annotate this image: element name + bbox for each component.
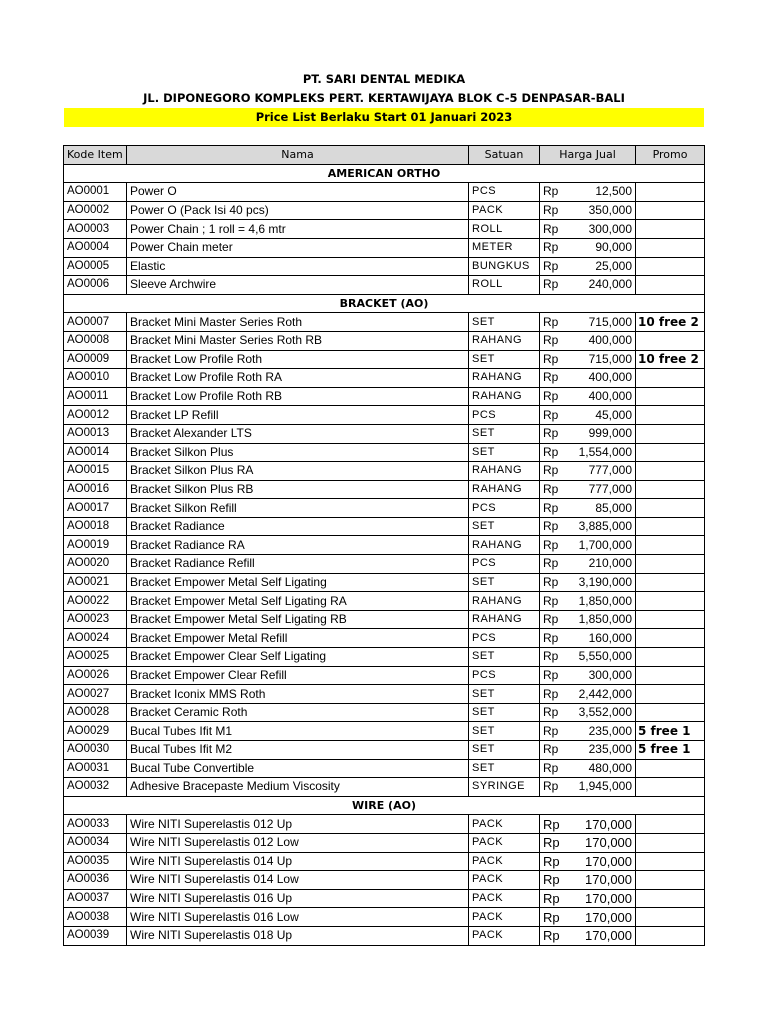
table-row — [64, 722, 705, 741]
item-code: AO0004 — [64, 238, 127, 257]
item-price: 300,000 — [568, 220, 636, 239]
currency-label: Rp — [540, 369, 568, 388]
item-promo — [636, 926, 705, 945]
item-code: AO0035 — [64, 852, 127, 871]
item-price: 170,000 — [568, 908, 636, 927]
item-name: Bracket Empower Clear Self Ligating — [127, 648, 469, 667]
item-unit: SET — [469, 703, 540, 722]
item-unit: RAHANG — [469, 480, 540, 499]
table-row — [64, 666, 705, 685]
table-row — [64, 369, 705, 388]
item-price: 999,000 — [568, 424, 636, 443]
item-code: AO0005 — [64, 257, 127, 276]
table-row — [64, 889, 705, 908]
item-name: Bracket Empower Clear Refill — [127, 666, 469, 685]
item-unit: SET — [469, 741, 540, 760]
company-name: PT. SARI DENTAL MEDIKA — [302, 72, 466, 86]
item-price: 90,000 — [568, 238, 636, 257]
table-row — [64, 443, 705, 462]
item-code: AO0022 — [64, 592, 127, 611]
item-code: AO0014 — [64, 443, 127, 462]
table-row — [64, 908, 705, 927]
currency-label: Rp — [540, 443, 568, 462]
item-name: Wire NITI Superelastis 012 Low — [127, 833, 469, 852]
item-name: Bucal Tubes Ifit M1 — [127, 722, 469, 741]
item-unit: RAHANG — [469, 387, 540, 406]
currency-label: Rp — [540, 703, 568, 722]
price-table — [63, 145, 705, 946]
table-row — [64, 871, 705, 890]
item-name: Bucal Tube Convertible — [127, 759, 469, 778]
currency-label: Rp — [540, 685, 568, 704]
item-promo — [636, 778, 705, 797]
item-unit: ROLL — [469, 220, 540, 239]
item-unit: SET — [469, 722, 540, 741]
item-promo — [636, 406, 705, 425]
currency-label: Rp — [540, 257, 568, 276]
item-code: AO0026 — [64, 666, 127, 685]
item-unit: RAHANG — [469, 331, 540, 350]
item-unit: PCS — [469, 499, 540, 518]
currency-label: Rp — [540, 926, 568, 945]
item-unit: PACK — [469, 815, 540, 834]
item-code: AO0027 — [64, 685, 127, 704]
item-unit: METER — [469, 238, 540, 257]
item-promo — [636, 424, 705, 443]
table-header-row — [64, 146, 705, 165]
item-code: AO0029 — [64, 722, 127, 741]
item-name: Wire NITI Superelastis 012 Up — [127, 815, 469, 834]
item-unit: PCS — [469, 629, 540, 648]
table-row — [64, 350, 705, 369]
item-name: Bracket Silkon Plus RB — [127, 480, 469, 499]
currency-label: Rp — [540, 536, 568, 555]
currency-label: Rp — [540, 610, 568, 629]
item-unit: SYRINGE — [469, 778, 540, 797]
table-row — [64, 462, 705, 481]
item-unit: SET — [469, 443, 540, 462]
item-unit: SET — [469, 517, 540, 536]
item-price: 400,000 — [568, 369, 636, 388]
table-row — [64, 238, 705, 257]
currency-label: Rp — [540, 276, 568, 295]
currency-label: Rp — [540, 406, 568, 425]
item-price: 1,700,000 — [568, 536, 636, 555]
currency-label: Rp — [540, 424, 568, 443]
currency-label: Rp — [540, 517, 568, 536]
item-name: Wire NITI Superelastis 016 Low — [127, 908, 469, 927]
item-code: AO0001 — [64, 183, 127, 202]
item-code: AO0017 — [64, 499, 127, 518]
table-row — [64, 852, 705, 871]
currency-label: Rp — [540, 331, 568, 350]
item-promo — [636, 629, 705, 648]
item-code: AO0037 — [64, 889, 127, 908]
item-code: AO0033 — [64, 815, 127, 834]
currency-label: Rp — [540, 648, 568, 667]
currency-label: Rp — [540, 183, 568, 202]
item-name: Wire NITI Superelastis 018 Up — [127, 926, 469, 945]
table-row — [64, 926, 705, 945]
section-title: AMERICAN ORTHO — [64, 164, 705, 183]
item-unit: RAHANG — [469, 610, 540, 629]
item-unit: SET — [469, 648, 540, 667]
item-unit: PACK — [469, 908, 540, 927]
item-name: Bracket Radiance — [127, 517, 469, 536]
table-row — [64, 517, 705, 536]
item-name: Bracket Empower Metal Self Ligating RA — [127, 592, 469, 611]
item-price: 400,000 — [568, 387, 636, 406]
currency-label: Rp — [540, 759, 568, 778]
item-name: Bracket Silkon Plus RA — [127, 462, 469, 481]
currency-label: Rp — [540, 462, 568, 481]
item-code: AO0012 — [64, 406, 127, 425]
item-price: 1,554,000 — [568, 443, 636, 462]
item-name: Power O — [127, 183, 469, 202]
item-code: AO0011 — [64, 387, 127, 406]
column-header-kode-item: Kode Item — [64, 146, 127, 165]
item-promo: 5 free 1 — [636, 722, 705, 741]
item-code: AO0038 — [64, 908, 127, 927]
item-code: AO0019 — [64, 536, 127, 555]
currency-label: Rp — [540, 833, 568, 852]
item-unit: SET — [469, 685, 540, 704]
item-promo — [636, 889, 705, 908]
item-name: Bracket Silkon Plus — [127, 443, 469, 462]
item-price: 160,000 — [568, 629, 636, 648]
currency-label: Rp — [540, 592, 568, 611]
item-promo — [636, 592, 705, 611]
item-unit: SET — [469, 573, 540, 592]
item-unit: RAHANG — [469, 369, 540, 388]
item-promo — [636, 871, 705, 890]
item-name: Adhesive Bracepaste Medium Viscosity — [127, 778, 469, 797]
item-name: Bracket Alexander LTS — [127, 424, 469, 443]
currency-label: Rp — [540, 555, 568, 574]
item-code: AO0032 — [64, 778, 127, 797]
item-promo — [636, 815, 705, 834]
item-unit: SET — [469, 424, 540, 443]
table-row — [64, 331, 705, 350]
table-row — [64, 220, 705, 239]
table-row — [64, 833, 705, 852]
item-promo — [636, 703, 705, 722]
item-unit: PCS — [469, 666, 540, 685]
item-name: Bracket Ceramic Roth — [127, 703, 469, 722]
currency-label: Rp — [540, 778, 568, 797]
item-promo — [636, 517, 705, 536]
item-code: AO0025 — [64, 648, 127, 667]
item-code: AO0008 — [64, 331, 127, 350]
item-promo — [636, 555, 705, 574]
currency-label: Rp — [540, 629, 568, 648]
item-name: Wire NITI Superelastis 014 Up — [127, 852, 469, 871]
item-unit: PACK — [469, 201, 540, 220]
table-row — [64, 555, 705, 574]
item-price: 777,000 — [568, 462, 636, 481]
item-name: Elastic — [127, 257, 469, 276]
item-promo — [636, 331, 705, 350]
item-unit: BUNGKUS — [469, 257, 540, 276]
item-price: 3,885,000 — [568, 517, 636, 536]
table-body — [64, 164, 705, 945]
item-code: AO0018 — [64, 517, 127, 536]
table-row — [64, 610, 705, 629]
item-promo — [636, 648, 705, 667]
item-promo — [636, 462, 705, 481]
item-promo — [636, 852, 705, 871]
item-price: 85,000 — [568, 499, 636, 518]
currency-label: Rp — [540, 238, 568, 257]
table-row — [64, 424, 705, 443]
currency-label: Rp — [540, 350, 568, 369]
currency-label: Rp — [540, 815, 568, 834]
item-code: AO0003 — [64, 220, 127, 239]
item-unit: SET — [469, 350, 540, 369]
company-address: JL. DIPONEGORO KOMPLEKS PERT. KERTAWIJAYA BLOK C-5 DENPASAR-BALI — [143, 91, 625, 105]
item-code: AO0036 — [64, 871, 127, 890]
table-row — [64, 778, 705, 797]
table-row — [64, 499, 705, 518]
item-name: Bracket Empower Metal Self Ligating RB — [127, 610, 469, 629]
item-price: 235,000 — [568, 741, 636, 760]
table-row — [64, 592, 705, 611]
item-name: Power Chain meter — [127, 238, 469, 257]
item-promo — [636, 685, 705, 704]
table-row — [64, 685, 705, 704]
item-price: 3,552,000 — [568, 703, 636, 722]
currency-label: Rp — [540, 313, 568, 332]
item-unit: PCS — [469, 183, 540, 202]
item-price: 235,000 — [568, 722, 636, 741]
item-promo — [636, 183, 705, 202]
item-promo: 5 free 1 — [636, 741, 705, 760]
item-unit: PCS — [469, 406, 540, 425]
currency-label: Rp — [540, 201, 568, 220]
item-price: 350,000 — [568, 201, 636, 220]
item-price: 777,000 — [568, 480, 636, 499]
item-price: 1,850,000 — [568, 610, 636, 629]
item-code: AO0020 — [64, 555, 127, 574]
section-title: WIRE (AO) — [64, 796, 705, 815]
currency-label: Rp — [540, 871, 568, 890]
item-promo — [636, 666, 705, 685]
item-price: 5,550,000 — [568, 648, 636, 667]
item-code: AO0013 — [64, 424, 127, 443]
table-row — [64, 648, 705, 667]
item-price: 12,500 — [568, 183, 636, 202]
item-promo — [636, 536, 705, 555]
item-promo: 10 free 2 — [636, 313, 705, 332]
currency-label: Rp — [540, 741, 568, 760]
item-price: 45,000 — [568, 406, 636, 425]
table-row — [64, 759, 705, 778]
currency-label: Rp — [540, 722, 568, 741]
table-row — [64, 183, 705, 202]
item-name: Bracket Iconix MMS Roth — [127, 685, 469, 704]
table-row — [64, 741, 705, 760]
item-unit: SET — [469, 759, 540, 778]
column-header-promo: Promo — [636, 146, 705, 165]
item-unit: PACK — [469, 852, 540, 871]
item-unit: SET — [469, 313, 540, 332]
table-row — [64, 573, 705, 592]
item-promo — [636, 759, 705, 778]
item-name: Bracket Radiance Refill — [127, 555, 469, 574]
table-row — [64, 815, 705, 834]
item-unit: PACK — [469, 833, 540, 852]
item-price: 210,000 — [568, 555, 636, 574]
item-code: AO0021 — [64, 573, 127, 592]
item-promo — [636, 833, 705, 852]
item-name: Bracket Low Profile Roth RB — [127, 387, 469, 406]
item-code: AO0010 — [64, 369, 127, 388]
item-price: 715,000 — [568, 350, 636, 369]
item-price: 2,442,000 — [568, 685, 636, 704]
item-code: AO0030 — [64, 741, 127, 760]
item-unit: ROLL — [469, 276, 540, 295]
table-row — [64, 703, 705, 722]
item-unit: RAHANG — [469, 592, 540, 611]
price-list-note: Price List Berlaku Start 01 Januari 2023 — [64, 108, 704, 127]
item-code: AO0006 — [64, 276, 127, 295]
item-unit: PCS — [469, 555, 540, 574]
item-promo — [636, 480, 705, 499]
item-promo — [636, 908, 705, 927]
item-price: 1,945,000 — [568, 778, 636, 797]
item-code: AO0024 — [64, 629, 127, 648]
item-code: AO0009 — [64, 350, 127, 369]
item-name: Bracket Mini Master Series Roth — [127, 313, 469, 332]
item-code: AO0002 — [64, 201, 127, 220]
currency-label: Rp — [540, 480, 568, 499]
currency-label: Rp — [540, 387, 568, 406]
item-promo — [636, 220, 705, 239]
item-code: AO0034 — [64, 833, 127, 852]
item-promo: 10 free 2 — [636, 350, 705, 369]
item-price: 400,000 — [568, 331, 636, 350]
item-name: Sleeve Archwire — [127, 276, 469, 295]
currency-label: Rp — [540, 666, 568, 685]
item-promo — [636, 499, 705, 518]
item-promo — [636, 257, 705, 276]
item-price: 170,000 — [568, 926, 636, 945]
item-price: 170,000 — [568, 889, 636, 908]
item-promo — [636, 369, 705, 388]
table-row — [64, 480, 705, 499]
currency-label: Rp — [540, 908, 568, 927]
item-name: Bracket Radiance RA — [127, 536, 469, 555]
item-name: Power Chain ; 1 roll = 4,6 mtr — [127, 220, 469, 239]
item-promo — [636, 387, 705, 406]
item-code: AO0007 — [64, 313, 127, 332]
section-row — [64, 164, 705, 183]
table-row — [64, 536, 705, 555]
item-price: 170,000 — [568, 852, 636, 871]
column-header-nama: Nama — [127, 146, 469, 165]
item-unit: PACK — [469, 889, 540, 908]
item-price: 715,000 — [568, 313, 636, 332]
item-name: Bracket Low Profile Roth — [127, 350, 469, 369]
currency-label: Rp — [540, 220, 568, 239]
currency-label: Rp — [540, 573, 568, 592]
item-name: Bracket Low Profile Roth RA — [127, 369, 469, 388]
item-promo — [636, 201, 705, 220]
item-name: Bracket Silkon Refill — [127, 499, 469, 518]
item-code: AO0031 — [64, 759, 127, 778]
table-row — [64, 201, 705, 220]
section-row — [64, 796, 705, 815]
table-row — [64, 257, 705, 276]
item-price: 300,000 — [568, 666, 636, 685]
table-row — [64, 406, 705, 425]
item-promo — [636, 443, 705, 462]
item-promo — [636, 573, 705, 592]
section-row — [64, 294, 705, 313]
item-unit: RAHANG — [469, 462, 540, 481]
item-price: 240,000 — [568, 276, 636, 295]
item-price: 170,000 — [568, 871, 636, 890]
item-code: AO0023 — [64, 610, 127, 629]
table-row — [64, 276, 705, 295]
column-header-harga-jual: Harga Jual — [540, 146, 636, 165]
item-name: Bracket Mini Master Series Roth RB — [127, 331, 469, 350]
item-name: Bucal Tubes Ifit M2 — [127, 741, 469, 760]
currency-label: Rp — [540, 889, 568, 908]
table-row — [64, 387, 705, 406]
item-price: 25,000 — [568, 257, 636, 276]
currency-label: Rp — [540, 852, 568, 871]
currency-label: Rp — [540, 499, 568, 518]
item-name: Bracket Empower Metal Self Ligating — [127, 573, 469, 592]
item-unit: RAHANG — [469, 536, 540, 555]
section-title: BRACKET (AO) — [64, 294, 705, 313]
item-code: AO0015 — [64, 462, 127, 481]
item-code: AO0039 — [64, 926, 127, 945]
item-unit: PACK — [469, 926, 540, 945]
item-unit: PACK — [469, 871, 540, 890]
item-promo — [636, 238, 705, 257]
item-name: Bracket Empower Metal Refill — [127, 629, 469, 648]
item-name: Power O (Pack Isi 40 pcs) — [127, 201, 469, 220]
table-row — [64, 629, 705, 648]
item-name: Bracket LP Refill — [127, 406, 469, 425]
table-row — [64, 313, 705, 332]
column-header-satuan: Satuan — [469, 146, 540, 165]
item-name: Wire NITI Superelastis 014 Low — [127, 871, 469, 890]
item-price: 480,000 — [568, 759, 636, 778]
item-code: AO0028 — [64, 703, 127, 722]
item-name: Wire NITI Superelastis 016 Up — [127, 889, 469, 908]
item-promo — [636, 610, 705, 629]
item-code: AO0016 — [64, 480, 127, 499]
item-promo — [636, 276, 705, 295]
item-price: 170,000 — [568, 815, 636, 834]
item-price: 170,000 — [568, 833, 636, 852]
item-price: 1,850,000 — [568, 592, 636, 611]
item-price: 3,190,000 — [568, 573, 636, 592]
